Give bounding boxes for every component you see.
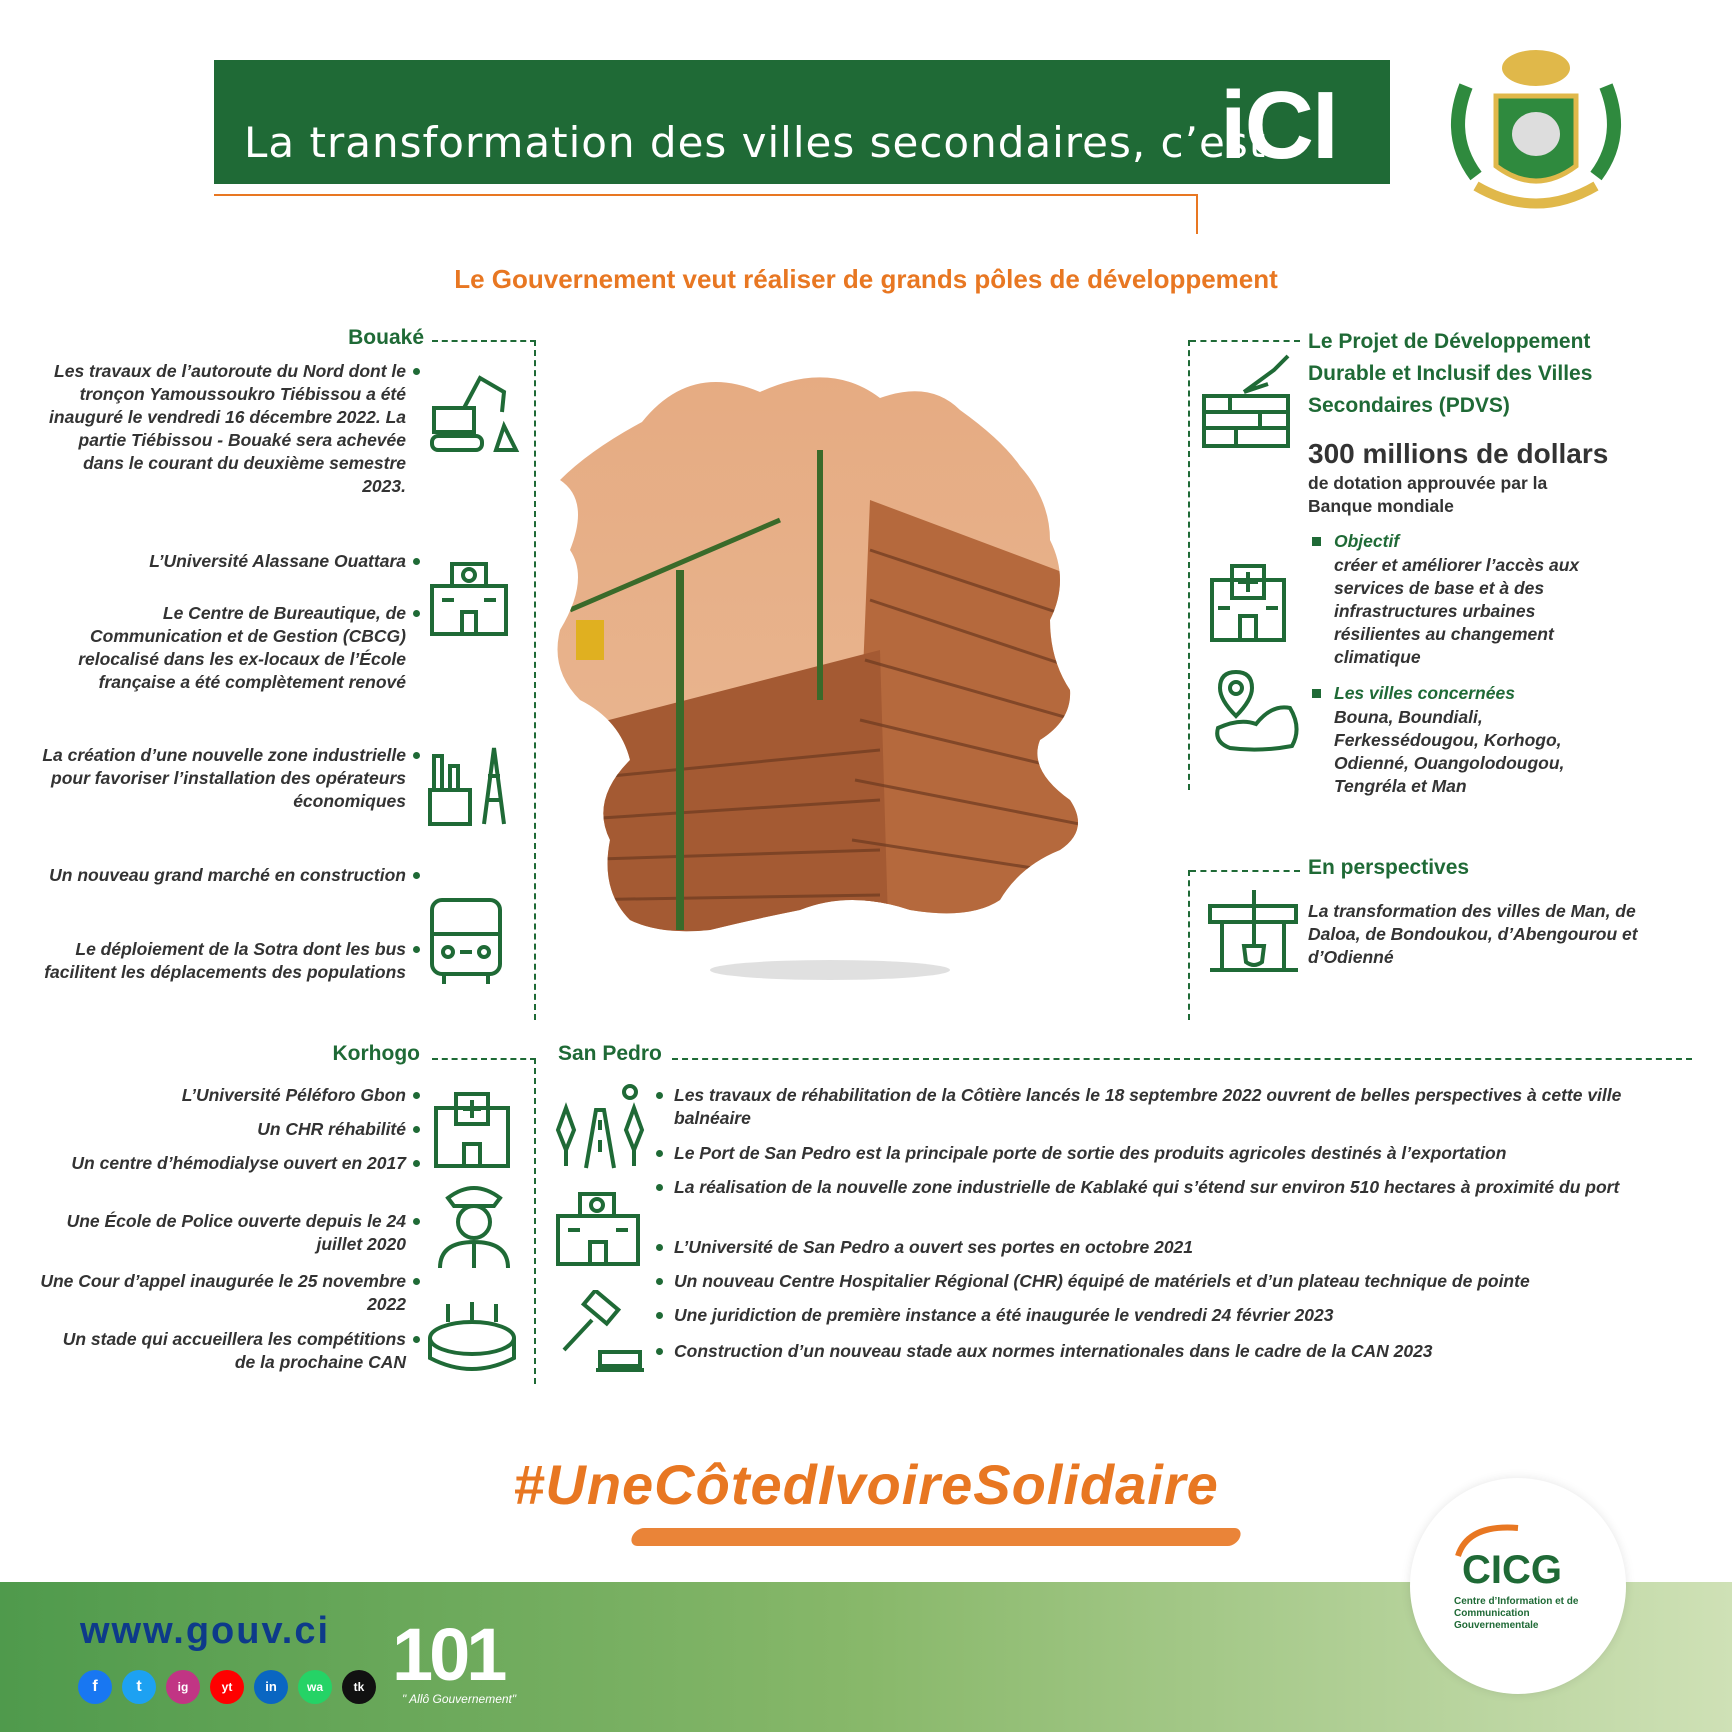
allo-gouvernement-label: " Allô Gouvernement" [402,1692,517,1706]
bus-icon [424,894,508,986]
bullet [413,872,420,879]
coat-of-arms-icon [1436,46,1636,216]
square-bullet [1312,689,1321,698]
pdvs-title: Le Projet de Développement Durable et Inclusif des Villes Secondaires (PDVS) [1308,330,1593,417]
bullet [656,1348,663,1355]
bullet [656,1244,663,1251]
cote-divoire-map-image [550,370,1170,990]
tiktok-icon[interactable]: tk [342,1670,376,1704]
university-icon [424,556,514,638]
whatsapp-icon[interactable]: wa [298,1670,332,1704]
korhogo-dash-line [432,1058,536,1060]
sanpedro-title: San Pedro [558,1042,662,1065]
twitter-icon[interactable]: t [122,1670,156,1704]
pdvs-cities-label: Les villes concernées [1334,683,1515,703]
bullet [413,1092,420,1099]
website-link[interactable]: www.gouv.ci [80,1610,331,1652]
hospital-icon [430,1090,514,1170]
brush-stroke [629,1528,1244,1546]
map-location-icon [1210,668,1306,752]
sanpedro-item-4: L’Université de San Pedro a ouvert ses portes en octobre 2021 [674,1237,1194,1257]
pdvs-amount-note: de dotation approuvée par la Banque mondiale [1308,473,1548,516]
gavel-icon [556,1290,646,1374]
korhogo-item-5: Une Cour d’appel inaugurée le 25 novembre 2022 [40,1271,406,1314]
korhogo-item-6: Un stade qui accueillera les compétitions de la prochaine CAN [62,1329,406,1372]
bullet [656,1312,663,1319]
pdvs-amount: 300 millions de dollars [1308,438,1609,469]
sanpedro-dash-line [672,1058,1692,1060]
header-underline-tick [1196,194,1198,234]
pdvs-objective-label: Objectif [1334,531,1400,551]
bullet [413,752,420,759]
korhogo-item-2: Un CHR réhabilité [257,1119,406,1139]
bullet [413,1160,420,1167]
header-title: La transformation des villes secondaires, c’est [244,118,1267,167]
university-icon [552,1186,644,1270]
korhogo-item-3: Un centre d’hémodialyse ouvert en 2017 [71,1153,406,1173]
instagram-icon[interactable]: ig [166,1670,200,1704]
industrial-zone-icon [424,740,514,830]
sanpedro-item-1: Les travaux de réhabilitation de la Côtière lancés le 18 septembre 2022 ouvrent de belles perspectives à cette ville balnéaire [674,1085,1622,1128]
excavator-icon [424,368,520,454]
korhogo-title: Korhogo [332,1042,420,1065]
sanpedro-item-3: La réalisation de la nouvelle zone industrielle de Kablaké qui s’étend sur environ 510 hectares à proximité du port [674,1177,1620,1197]
bullet [413,1278,420,1285]
bouake-title: Bouaké [348,326,424,349]
bullet [656,1278,663,1285]
sanpedro-item-5: Un nouveau Centre Hospitalier Régional (CHR) équipé de matériels et d’un plateau technique de pointe [674,1271,1530,1291]
road-trees-icon [552,1080,648,1170]
sanpedro-item-6: Une juridiction de première instance a été inaugurée le vendredi 24 février 2023 [674,1305,1334,1325]
perspectives-dash-line [1190,870,1300,872]
square-bullet [1312,537,1321,546]
bouake-item-4: La création d’une nouvelle zone industrielle pour favoriser l’installation des opérateurs économiques [42,745,406,811]
korhogo-item-4: Une École de Police ouverte depuis le 24 juillet 2020 [66,1211,406,1254]
bouake-item-5: Un nouveau grand marché en construction [49,865,406,885]
korhogo-item-1: L’Université Péléforo Gbon [181,1085,406,1105]
pdvs-dash-line [1190,340,1300,342]
hospital-icon [1206,560,1290,644]
pdvs-cities-text: Bouna, Boundiali, Ferkessédougou, Korhogo, Odienné, Ouangolodougou, Tengréla et Man [1334,707,1565,796]
bullet [413,1336,420,1343]
facebook-icon[interactable]: f [78,1670,112,1704]
police-officer-icon [434,1178,514,1270]
linkedin-icon[interactable]: in [254,1670,288,1704]
bullet [413,610,420,617]
perspectives-title: En perspectives [1308,856,1470,879]
bouake-dash-vertical [534,340,536,1020]
ici-logo-text: iCI [1220,72,1337,179]
bullet [656,1092,663,1099]
bullet [413,558,420,565]
bouake-item-1: Les travaux de l’autoroute du Nord dont le tronçon Yamoussoukro Tiébissou a été inauguré le vendredi 16 décembre 2022. La partie Tiébissou - Bouaké sera achevée dans le courant du deuxième semestre 2023. [49,361,406,496]
perspectives-text: La transformation des villes de Man, de Daloa, de Bondoukou, d’Abengourou et d’Odienné [1308,901,1638,967]
cicg-subtitle: Centre d’Information et de Communication Gouvernementale [1454,1596,1579,1631]
cicg-logo-text: CICG [1462,1548,1562,1592]
bricks-trowel-icon [1200,350,1296,450]
bullet [413,368,420,375]
bullet [656,1184,663,1191]
construction-barrier-shovel-icon [1206,886,1302,974]
bullet [413,1126,420,1133]
allo-gouvernement-number: 101 [392,1613,504,1696]
sanpedro-item-7: Construction d’un nouveau stade aux normes internationales dans le cadre de la CAN 2023 [674,1341,1433,1361]
bouake-item-2: L’Université Alassane Ouattara [149,551,406,571]
subtitle: Le Gouvernement veut réaliser de grands pôles de développement [454,264,1278,294]
pdvs-dash-vertical [1188,340,1190,790]
korhogo-dash-vertical [534,1058,536,1384]
youtube-icon[interactable]: yt [210,1670,244,1704]
bullet [413,946,420,953]
sanpedro-item-2: Le Port de San Pedro est la principale porte de sortie des produits agricoles destinés à l’exportation [674,1143,1507,1163]
perspectives-dash-vertical [1188,870,1190,1020]
pdvs-objective-text: créer et améliorer l’accès aux services de base et à des infrastructures urbaines résilientes au changement climatique [1334,555,1580,667]
hashtag: #UneCôtedIvoireSolidaire [513,1453,1219,1516]
bouake-dash-line [432,340,536,342]
bouake-item-6: Le déploiement de la Sotra dont les bus facilitent les déplacements des populations [44,939,406,982]
bullet [656,1150,663,1157]
bullet [413,1218,420,1225]
bouake-item-3: Le Centre de Bureautique, de Communication et de Gestion (CBCG) relocalisé dans les ex-locaux de l’École française a été complètement renové [78,603,406,692]
stadium-icon [424,1300,520,1380]
header-underline [214,194,1198,196]
